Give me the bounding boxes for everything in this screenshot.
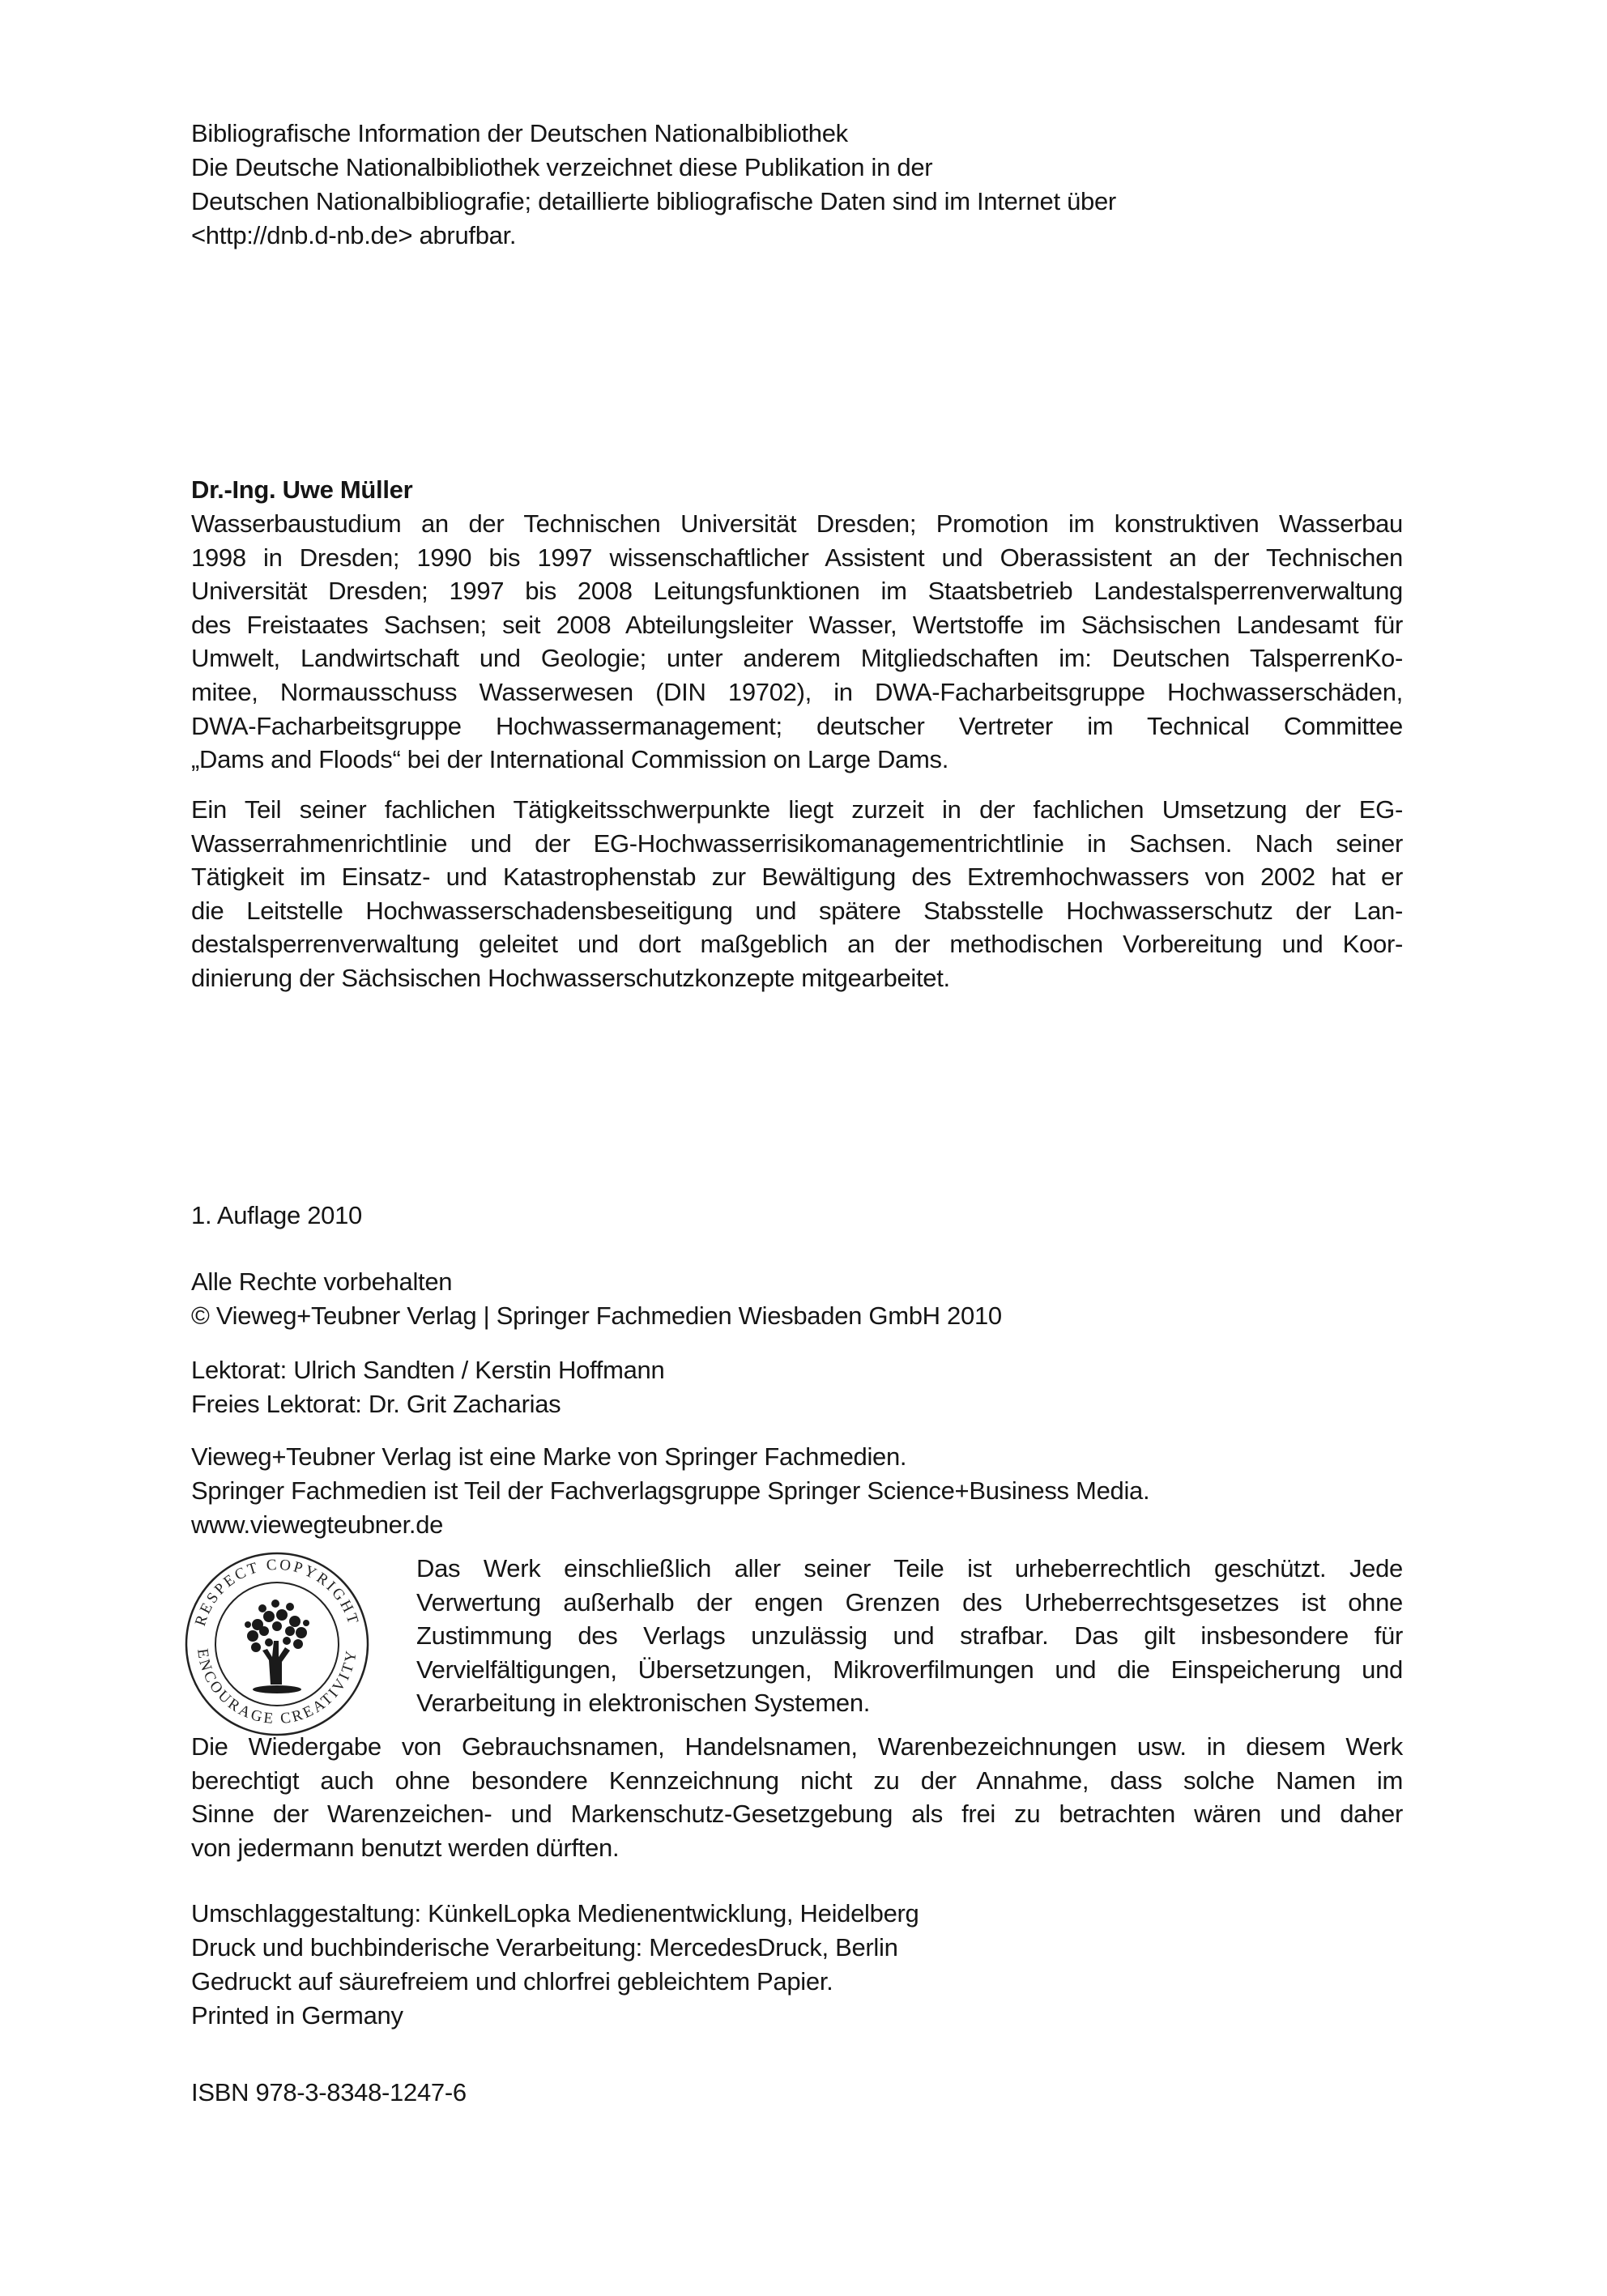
- bibliographic-info: [191, 117, 1116, 253]
- trademark-line: Die Wiedergabe von Gebrauchsnamen, Handelsnamen, Warenbezeichnungen usw. in diesem Werk: [191, 1732, 1403, 1761]
- bio-line: Wasserrahmenrichtlinie und der EG-Hochwasserrisikomanagementrichtlinie in Sachsen. Nach seiner: [191, 829, 1403, 858]
- bio-line: des Freistaates Sachsen; seit 2008 Abteilungsleiter Wasser, Wertstoffe im Sächsischen Landesamt für: [191, 610, 1403, 639]
- author-bio-paragraph-1: [191, 507, 1403, 777]
- author-name: [191, 473, 412, 507]
- publisher-website: www.viewegteubner.de: [191, 1510, 444, 1539]
- bio-line: destalsperrenverwaltung geleitet und dort maßgeblich an der methodischen Vorbereitung und Koor-: [191, 930, 1403, 959]
- editor-line: Lektorat: Ulrich Sandten / Kerstin Hoffmann: [191, 1356, 665, 1384]
- rights-line: Alle Rechte vorbehalten: [191, 1267, 453, 1296]
- isbn: [191, 2076, 467, 2110]
- editor-line: Freies Lektorat: Dr. Grit Zacharias: [191, 1390, 561, 1418]
- bio-line: Universität Dresden; 1997 bis 2008 Leitungsfunktionen im Staatsbetrieb Landestalsperrenverwaltung: [191, 577, 1403, 606]
- author-bio-paragraph-2: [191, 793, 1403, 995]
- production-line: Druck und buchbinderische Verarbeitung: MercedesDruck, Berlin: [191, 1933, 898, 1962]
- trademark-line: berechtigt auch ohne besondere Kennzeichnung nicht zu der Annahme, dass solche Namen im: [191, 1766, 1403, 1795]
- production-line: Gedruckt auf säurefreiem und chlorfrei gebleichtem Papier.: [191, 1967, 833, 1996]
- edition: [191, 1199, 362, 1233]
- publisher-line: Vieweg+Teubner Verlag ist eine Marke von Springer Fachmedien.: [191, 1442, 907, 1471]
- rights-line: © Vieweg+Teubner Verlag | Springer Fachmedien Wiesbaden GmbH 2010: [191, 1301, 1002, 1330]
- trademark-notice: [191, 1730, 1403, 1864]
- bibliographic-line: Bibliografische Information der Deutschen Nationalbibliothek: [191, 119, 848, 147]
- bibliographic-line: Die Deutsche Nationalbibliothek verzeichnet diese Publikation in der: [191, 153, 933, 181]
- edition-text: 1. Auflage 2010: [191, 1201, 362, 1229]
- trademark-line: von jedermann benutzt werden dürften.: [191, 1833, 620, 1862]
- production-line: Printed in Germany: [191, 2001, 403, 2030]
- seal-text-bottom: ENCOURAGE CREATIVITY: [194, 1647, 361, 1728]
- bio-line: „Dams and Floods“ bei der International Commission on Large Dams.: [191, 745, 949, 774]
- bio-line: Tätigkeit im Einsatz- und Katastrophenstab zur Bewältigung des Extremhochwassers von 2002 hat er: [191, 863, 1403, 892]
- editors-block: [191, 1353, 664, 1421]
- tree-icon: [245, 1600, 309, 1693]
- bibliographic-line: Deutschen Nationalbibliografie; detaillierte bibliografische Daten sind im Internet über: [191, 187, 1116, 215]
- bibliographic-line: <http://dnb.d-nb.de> abrufbar.: [191, 221, 517, 249]
- bio-line: DWA-Facharbeitsgruppe Hochwassermanagement; deutscher Vertreter im Technical Committee: [191, 711, 1403, 740]
- respect-copyright-seal: [180, 1547, 374, 1741]
- trademark-line: Sinne der Warenzeichen- und Markenschutz-Gesetzgebung als frei zu betrachten wären und daher: [191, 1800, 1403, 1829]
- copyright-notice: [416, 1552, 1403, 1720]
- bio-line: 1998 in Dresden; 1990 bis 1997 wissenschaftlicher Assistent und Oberassistent an der Technischen: [191, 543, 1403, 572]
- bio-line: Umwelt, Landwirtschaft und Geologie; unter anderem Mitgliedschaften im: Deutschen TalsperrenKo-: [191, 644, 1403, 673]
- bio-line: Ein Teil seiner fachlichen Tätigkeitsschwerpunkte liegt zurzeit in der fachlichen Umsetzung der EG-: [191, 795, 1403, 824]
- notice-line: Vervielfältigungen, Übersetzungen, Mikroverfilmungen und die Einspeicherung und: [416, 1655, 1403, 1684]
- publisher-line: Springer Fachmedien ist Teil der Fachverlagsgruppe Springer Science+Business Media.: [191, 1476, 1150, 1505]
- bio-line: Wasserbaustudium an der Technischen Universität Dresden; Promotion im konstruktiven Wasserbau: [191, 509, 1403, 538]
- isbn-text: ISBN 978-3-8348-1247-6: [191, 2078, 467, 2106]
- notice-line: Verarbeitung in elektronischen Systemen.: [416, 1689, 871, 1718]
- production-line: Umschlaggestaltung: KünkelLopka Medienentwicklung, Heidelberg: [191, 1899, 919, 1928]
- production-block: [191, 1897, 919, 2033]
- publisher-block: [191, 1440, 1149, 1542]
- bio-line: dinierung der Sächsischen Hochwasserschutzkonzepte mitgearbeitet.: [191, 963, 950, 992]
- notice-line: Das Werk einschließlich aller seiner Teile ist urheberrechtlich geschützt. Jede: [416, 1554, 1403, 1582]
- bio-line: die Leitstelle Hochwasserschadensbeseitigung und spätere Stabsstelle Hochwasserschutz der Lan-: [191, 896, 1403, 925]
- notice-line: Verwertung außerhalb der engen Grenzen des Urheberrechtsgesetzes ist ohne: [416, 1587, 1403, 1617]
- seal-text-top: RESPECT COPYRIGHT: [191, 1556, 363, 1629]
- rights-block: [191, 1265, 1002, 1333]
- bio-line: mitee, Normausschuss Wasserwesen (DIN 19702), in DWA-Facharbeitsgruppe Hochwasserschäden,: [191, 677, 1403, 706]
- notice-line: Zustimmung des Verlags unzulässig und strafbar. Das gilt insbesondere für: [416, 1621, 1403, 1651]
- author-name-text: Dr.-Ing. Uwe Müller: [191, 475, 413, 504]
